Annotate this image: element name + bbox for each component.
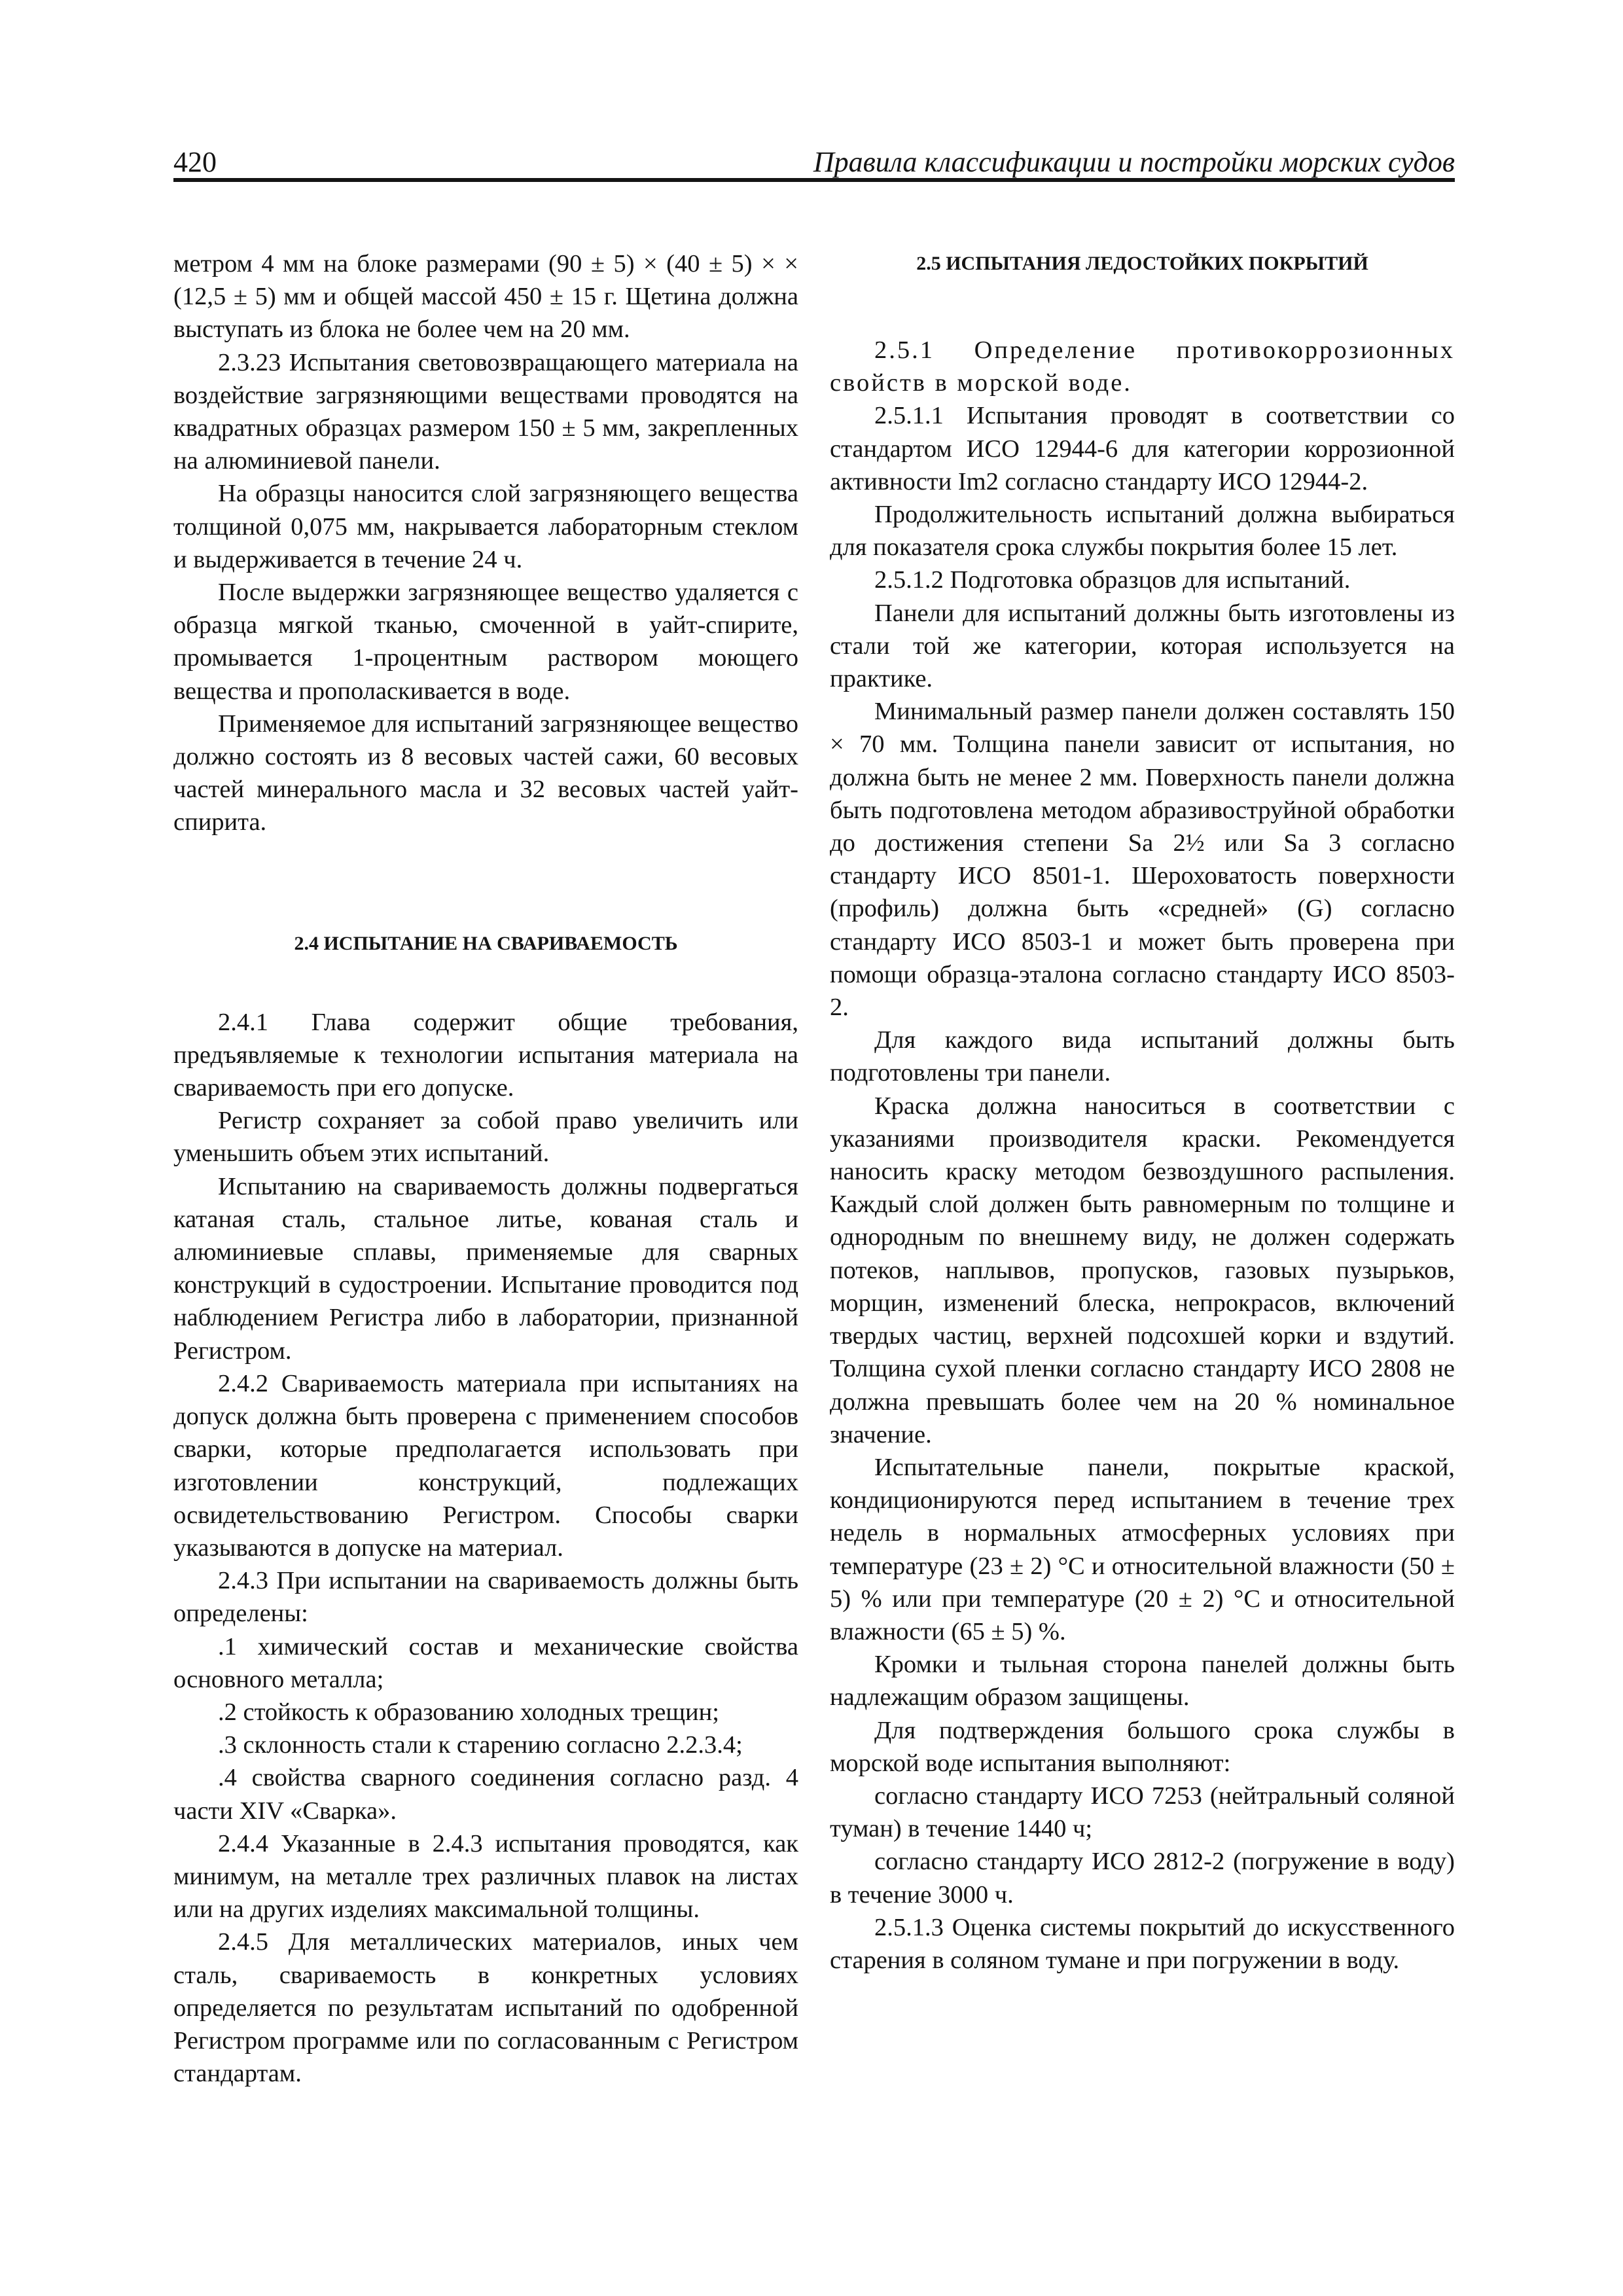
header-rule <box>173 178 1455 182</box>
paragraph: Кромки и тыльная сторона панелей должны быть надлежащим образом защищены. <box>830 1651 1455 1712</box>
paragraph: 2.4.4 Указанные в 2.4.3 испытания проводятся, как минимум, на металле трех различных плавок на листах или на других изделиях максимальной толщины. <box>173 1829 798 1924</box>
paragraph: Испытательные панели, покрытые краской, кондиционируются перед испытанием в течение трех недель в нормальных атмосферных условиях при температуре (23 ± 2) °С и относительной влажности (50 ± 5) % или при температуре (20 ± 2) °С и относительной влажности (65 ± 5) %. <box>830 1453 1455 1645</box>
right-column <box>830 247 1455 1977</box>
paragraph: Минимальный размер панели должен составлять 150 × 70 мм. Толщина панели зависит от испытания, но должна быть не менее 2 мм. Поверхность панели должна быть подготовлена методом абразивоструйной обработки до достижения степени Sa 2½ или Sa 3 согласно стандарту ИСО 8501-1. Шероховатость поверхности (профиль) должна быть «средней» (G) согласно стандарту ИСО 8503-1 и может быть проверена при помощи образца-эталона согласно стандарту ИСО 8503-2. <box>830 698 1455 1022</box>
paragraph: метром 4 мм на блоке размерами (90 ± 5) × (40 ± 5) × × (12,5 ± 5) мм и общей массой 450 ± 15 г. Щетина должна выступать из блока не более чем на 20 мм. <box>173 250 798 344</box>
paragraph: 2.5.1.2 Подготовка образцов для испытаний. <box>874 566 1351 594</box>
paragraph: 2.4.5 Для металлических материалов, иных чем сталь, свариваемость в конкретных условиях определяется по результатам испытаний по одобренной Регистром программе или по согласованным с Регистром стандартам. <box>173 1928 798 2088</box>
running-title: Правила классификации и постройки морских судов <box>813 146 1455 178</box>
paragraph: Панели для испытаний должны быть изготовлены из стали той же категории, которая используется на практике. <box>830 599 1455 693</box>
list-item: .4 свойства сварного соединения согласно разд. 4 части XIV «Сварка». <box>173 1764 798 1825</box>
paragraph: Для подтверждения большого срока службы в морской воде испытания выполняют: <box>830 1716 1455 1777</box>
list-item: .2 стойкость к образованию холодных трещин; <box>218 1698 719 1726</box>
paragraph: 2.5.1.1 Испытания проводят в соответствии со стандартом ИСО 12944-6 для категории коррозионной активности Im2 согласно стандарту ИСО 12944-2. <box>830 402 1455 495</box>
paragraph: Для каждого вида испытаний должны быть подготовлены три панели. <box>830 1026 1455 1087</box>
paragraph: Краска должна наноситься в соответствии с указаниями производителя краски. Рекомендуется наносить краску методом безвоздушного распыления. Каждый слой должен быть равномерным по толщине и однородным по внешнему виду, не должен содержать потеков, наплывов, пропусков, газовых пузырьков, морщин, изменений блеска, непрокрасов, включений твердых частиц, верхней подсохшей корки и вздутий. Толщина сухой пленки согласно стандарту ИСО 2808 не должна превышать более чем на 20 % номинальное значение. <box>830 1092 1455 1448</box>
paragraph: На образцы наносится слой загрязняющего вещества толщиной 0,075 мм, накрывается лабораторным стеклом и выдерживается в течение 24 ч. <box>173 480 798 573</box>
paragraph: согласно стандарту ИСО 7253 (нейтральный соляной туман) в течение 1440 ч; <box>830 1782 1455 1843</box>
section-heading: 2.4 ИСПЫТАНИЕ НА СВАРИВАЕМОСТЬ <box>294 932 678 954</box>
paragraph: 2.3.23 Испытания световозвращающего материала на воздействие загрязняющими веществами проводятся на квадратных образцах размером 150 ± 5 мм, закрепленных на алюминиевой панели. <box>173 348 798 475</box>
section-heading: 2.5 ИСПЫТАНИЯ ЛЕДОСТОЙКИХ ПОКРЫТИЙ <box>916 253 1368 274</box>
paragraph: Испытанию на свариваемость должны подвергаться катаная сталь, стальное литье, кованая сталь и алюминиевые сплавы, применяемые для сварных конструкций в судостроении. Испытание проводится под наблюдением Регистра либо в лаборатории, признанной Регистром. <box>173 1172 798 1365</box>
paragraph: согласно стандарту ИСО 2812-2 (погружение в воду) в течение 3000 ч. <box>830 1848 1455 1909</box>
page-number: 420 <box>173 146 217 178</box>
paragraph: Регистр сохраняет за собой право увеличить или уменьшить объем этих испытаний. <box>173 1107 798 1168</box>
paragraph: Продолжительность испытаний должна выбираться для показателя срока службы покрытия более 15 лет. <box>830 501 1455 562</box>
paragraph: 2.4.2 Свариваемость материала при испытаниях на допуск должна быть проверена с применением способов сварки, которые предполагается использовать при изготовлении конструкций, подлежащих освидетельствованию Регистром. Способы сварки указываются в допуске на материал. <box>173 1369 798 1562</box>
paragraph: 2.4.3 При испытании на свариваемость должны быть определены: <box>173 1567 798 1628</box>
left-column <box>173 247 798 2090</box>
list-item: .3 склонность стали к старению согласно 2.2.3.4; <box>218 1731 743 1759</box>
paragraph: 2.4.1 Глава содержит общие требования, предъявляемые к технологии испытания материала на свариваемость при его допуске. <box>173 1008 798 1102</box>
paragraph: 2.5.1 Определение противокоррозионных свойств в морской воде. <box>830 336 1455 397</box>
page-header <box>173 143 1455 182</box>
paragraph: Применяемое для испытаний загрязняющее вещество должно состоять из 8 весовых частей сажи, 60 весовых частей минерального масла и 32 весовых частей уайт-спирита. <box>173 709 798 836</box>
paragraph: После выдержки загрязняющее вещество удаляется с образца мягкой тканью, смоченной в уайт-спирите, промывается 1-процентным раствором моющего вещества и прополаскивается в воде. <box>173 579 798 705</box>
paragraph: 2.5.1.3 Оценка системы покрытий до искусственного старения в соляном тумане и при погружении в воду. <box>830 1913 1455 1974</box>
list-item: .1 химический состав и механические свойства основного металла; <box>173 1632 798 1693</box>
